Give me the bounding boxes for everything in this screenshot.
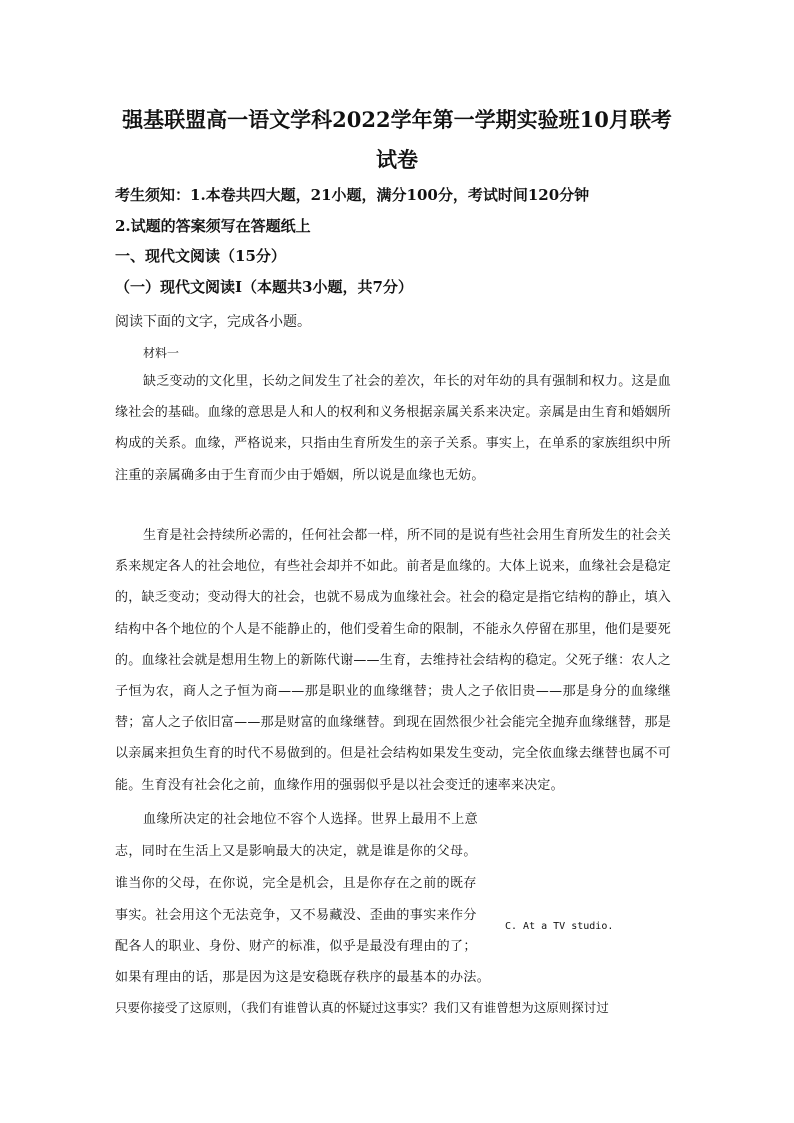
- exam-title-line1: 强基联盟高一语文学科2022学年第一学期实验班10月联考: [122, 107, 672, 132]
- reading-instruction: 阅读下面的文字，完成各小题。: [115, 314, 311, 330]
- section-subheading: （一）现代文阅读Ⅰ（本题共3小题，共7分）: [115, 278, 413, 296]
- paragraph-1: 缺乏变动的文化里，长幼之间发生了社会的差次，年长的对年幼的具有强制和权力。这是血缘社会的基础。血缘的意思是人和人的权利和义务根据亲属关系来决定。亲属是由生育和婚姻所构成的关系。血缘，严格说来，只指由生育所发生的亲子关系。事实上，在单系的家族组织中所注重的亲属确多由于生育而少由于婚姻，所以说是血缘也无妨。: [115, 374, 672, 483]
- text-line-6: 如果有理由的话，那是因为这是安稳既存秩序的最基本的办法。: [115, 970, 491, 985]
- text-line-3: 谁当你的父母，在你说，完全是机会，且是你存在之前的既存: [115, 876, 477, 891]
- text-line-2: 志，同时在生活上又是影响最大的决定，就是谁是你的父母。: [115, 844, 477, 859]
- notice-line1: 考生须知：1.本卷共四大题，21小题，满分100分，考试时间120分钟: [115, 186, 590, 204]
- stray-option-text: C. At a TV studio.: [505, 921, 614, 932]
- text-line-4: 事实。社会用这个无法竞争，又不易藏没、歪曲的事实来作分: [115, 908, 477, 923]
- notice-line2: 2.试题的答案须写在答题纸上: [115, 217, 311, 235]
- paragraph-2: 生育是社会持续所必需的，任何社会都一样，所不同的是说有些社会用生育所发生的社会关系来规定各人的社会地位，有些社会却并不如此。前者是血缘的。大体上说来，血缘社会是稳定的，缺乏变动；变动得大的社会，也就不易成为血缘社会。社会的稳定是指它结构的静止，填入结构中各个地位的个人是不能静止的，他们受着生命的限制，不能永久停留在那里，他们是要死的。血缘社会就是想用生物上的新陈代谢——生育，去维持社会结构的稳定。父死子继：农人之子恒为农，商人之子恒为商——那是职业的血缘继替；贵人之子依旧贵——那是身分的血缘继替；富人之子依旧富——那是财富的血缘继替。到现在固然很少社会能完全抛弃血缘继替，那是以亲属来担负生育的时代不易做到的。但是社会结构如果发生变动，完全依血缘去继替也属不可能。生育没有社会化之前，血缘作用的强弱似乎是以社会变迁的速率来决定。: [115, 528, 672, 793]
- text-line-5: 配各人的职业、身份、财产的标准，似乎是最没有理由的了；: [115, 939, 477, 954]
- exam-title-line2: 试卷: [376, 147, 418, 172]
- text-line-7: 只要你接受了这原则，（我们有谁曾认真的怀疑过这事实？我们又有谁曾想为这原则探讨过: [115, 1000, 609, 1015]
- section-heading: 一、现代文阅读（15分）: [115, 247, 286, 265]
- text-line-1: 血缘所决定的社会地位不容个人选择。世界上最用不上意: [143, 812, 479, 827]
- material-label: 材料一: [143, 346, 180, 360]
